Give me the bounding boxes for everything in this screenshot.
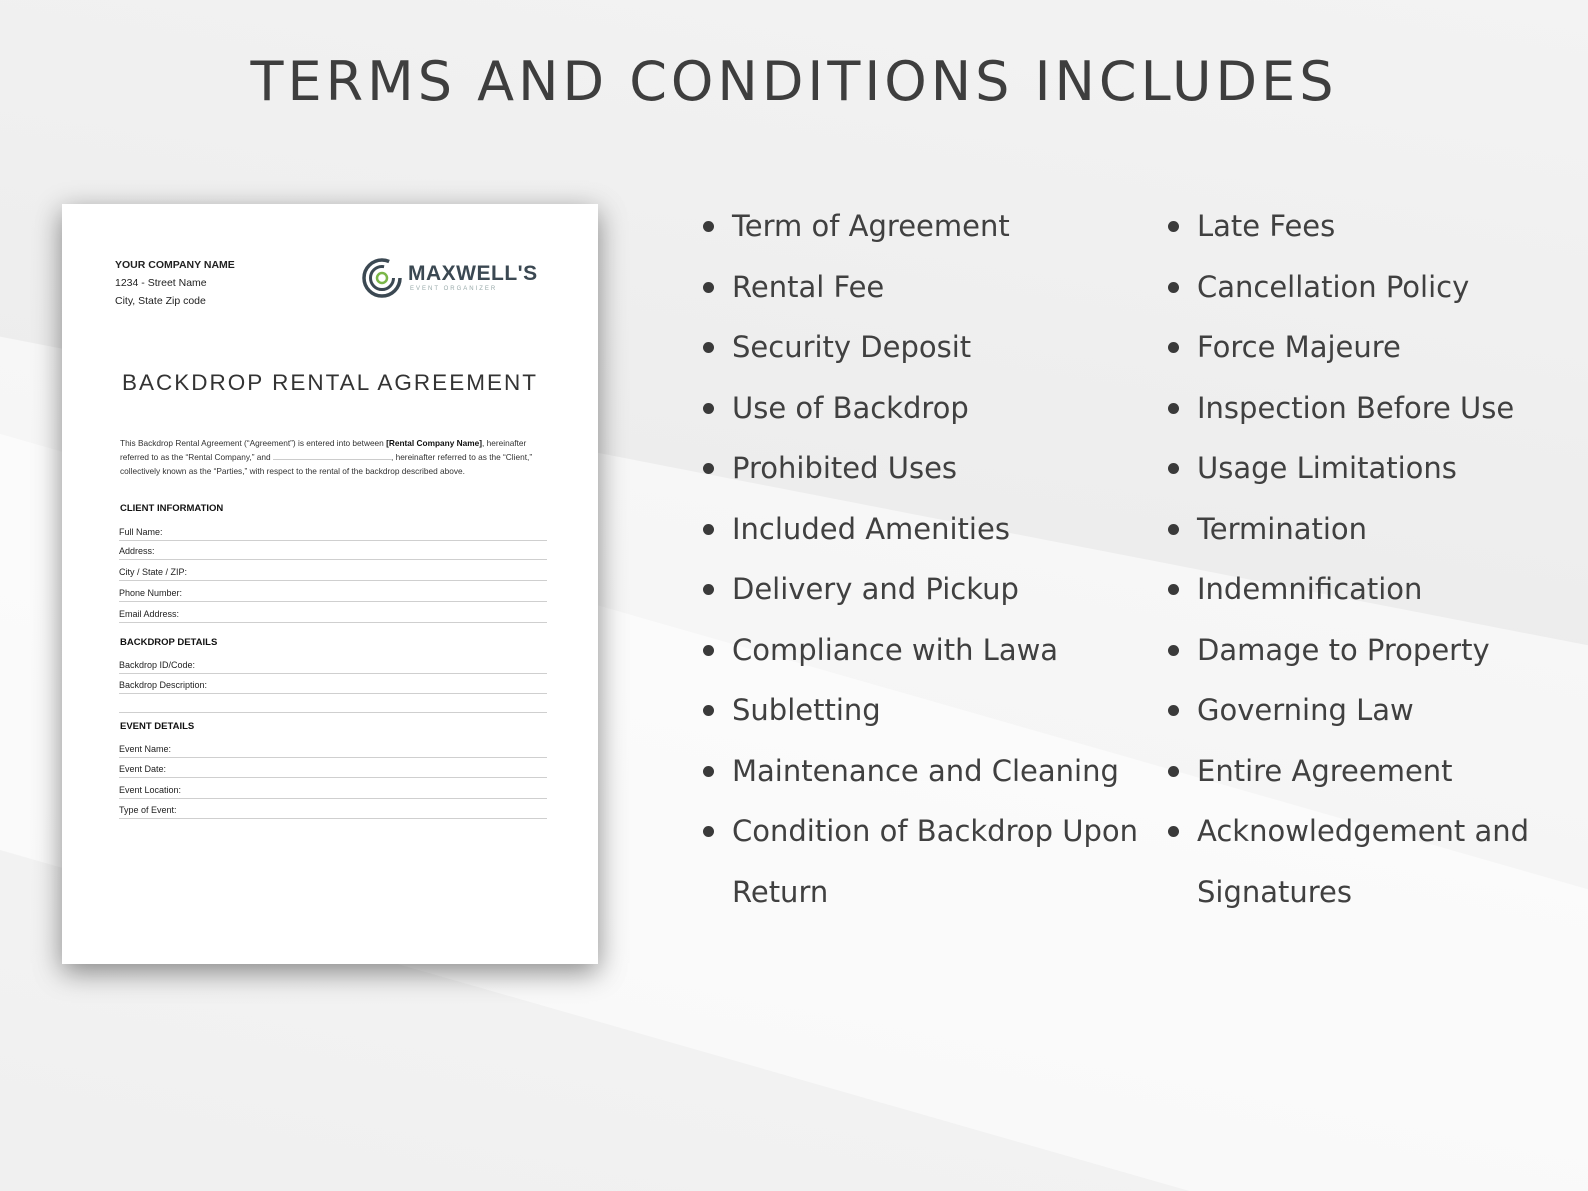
bullet-icon	[703, 463, 714, 474]
list-item-text: Cancellation Policy	[1197, 269, 1470, 304]
list-item	[1168, 680, 1578, 741]
bullet-icon	[1168, 403, 1179, 414]
bullet-icon	[1168, 584, 1179, 595]
bullet-icon	[703, 645, 714, 656]
company-address-block	[115, 256, 235, 310]
list-item-text: Damage to Property	[1197, 632, 1490, 667]
logo-icon	[362, 258, 402, 298]
field-label: Address:	[119, 546, 155, 556]
list-item-text: Indemnification	[1197, 572, 1423, 606]
list-item-text: Entire Agreement	[1197, 753, 1453, 788]
list-item-text: Compliance with Lawa	[732, 632, 1059, 667]
field-label: Backdrop Description:	[119, 680, 208, 690]
logo-brand: MAXWELL'S	[408, 262, 538, 285]
bullet-icon	[703, 221, 714, 232]
bullet-icon	[703, 766, 714, 777]
terms-list-right	[1168, 196, 1578, 922]
company-street: 1234 - Street Name	[115, 277, 207, 289]
field-email	[119, 603, 547, 623]
field-backdrop-description	[119, 674, 547, 694]
list-item	[703, 620, 1143, 681]
field-label: Email Address:	[119, 609, 180, 619]
list-item	[1168, 257, 1578, 318]
list-item-text: Prohibited Uses	[732, 451, 958, 485]
list-item-text: Maintenance and Cleaning	[732, 753, 1119, 788]
field-label: Type of Event:	[119, 805, 177, 815]
list-item-text: Term of Agreement	[732, 209, 1010, 243]
list-item	[1168, 801, 1578, 922]
list-item	[1168, 559, 1578, 620]
list-item-text: Inspection Before Use	[1197, 390, 1515, 425]
field-backdrop-id	[119, 654, 547, 674]
client-section-heading: CLIENT INFORMATION	[120, 503, 224, 514]
intro-text-1: This Backdrop Rental Agreement (“Agreement”) is entered into between	[120, 438, 387, 448]
bullet-icon	[1168, 766, 1179, 777]
client-name-blank	[273, 451, 391, 460]
field-label: City / State / ZIP:	[119, 567, 188, 577]
logo-tagline: EVENT ORGANIZER	[410, 286, 498, 292]
list-item	[703, 741, 1143, 802]
backdrop-section-heading: BACKDROP DETAILS	[120, 637, 218, 648]
company-name: YOUR COMPANY NAME	[115, 259, 235, 271]
page-title: TERMS AND CONDITIONS INCLUDES	[250, 50, 1338, 113]
list-item	[703, 499, 1143, 560]
bullet-icon	[1168, 705, 1179, 716]
document-preview	[62, 204, 598, 964]
bullet-icon	[703, 282, 714, 293]
bullet-icon	[703, 403, 714, 414]
list-item	[1168, 196, 1578, 257]
intro-text-2: , hereinafter referred to as the “Rental Company,” and	[120, 438, 527, 462]
field-city-state-zip	[119, 561, 547, 581]
list-item-text: Acknowledgement and Signatures	[1197, 814, 1530, 909]
list-item	[1168, 438, 1578, 499]
list-item-text: Subletting	[732, 693, 881, 727]
list-item	[703, 317, 1143, 378]
list-item	[703, 257, 1143, 318]
intro-company-placeholder: [Rental Company Name]	[386, 438, 483, 448]
list-item-text: Included Amenities	[732, 511, 1010, 546]
field-label: Phone Number:	[119, 588, 183, 598]
list-item-text: Security Deposit	[732, 330, 972, 364]
list-item	[703, 378, 1143, 439]
bullet-icon	[703, 826, 714, 837]
bullet-icon	[1168, 342, 1179, 353]
agreement-intro	[120, 436, 548, 478]
bullet-icon	[703, 584, 714, 595]
list-item	[703, 801, 1143, 922]
bullet-icon	[1168, 826, 1179, 837]
list-item-text: Late Fees	[1197, 209, 1336, 243]
list-item-text: Delivery and Pickup	[732, 572, 1019, 606]
field-label: Event Name:	[119, 744, 172, 754]
company-city: City, State Zip code	[115, 295, 206, 307]
list-item	[703, 680, 1143, 741]
field-event-type	[119, 799, 547, 819]
field-phone	[119, 582, 547, 602]
bullet-icon	[703, 524, 714, 535]
list-item-text: Condition of Backdrop Upon Return	[732, 814, 1138, 909]
field-event-name	[119, 738, 547, 758]
intro-text-3: , hereinafter referred to as the “Client,” collectively known as the “Parties,” with respect to the rental of the backdrop described above.	[120, 452, 533, 476]
terms-list-left	[703, 196, 1143, 922]
list-item-text: Rental Fee	[732, 269, 885, 304]
field-event-location	[119, 779, 547, 799]
list-item	[703, 559, 1143, 620]
list-item	[1168, 317, 1578, 378]
list-item	[703, 196, 1143, 257]
company-logo	[362, 258, 538, 302]
field-full-name	[119, 521, 547, 541]
bullet-icon	[1168, 282, 1179, 293]
field-event-date	[119, 758, 547, 778]
list-item-text: Usage Limitations	[1197, 451, 1457, 485]
field-label: Full Name:	[119, 527, 163, 537]
list-item	[1168, 499, 1578, 560]
list-item-text: Use of Backdrop	[732, 390, 969, 425]
bullet-icon	[1168, 645, 1179, 656]
bullet-icon	[1168, 463, 1179, 474]
list-item-text: Termination	[1197, 511, 1368, 546]
event-section-heading: EVENT DETAILS	[120, 721, 195, 732]
field-label: Event Date:	[119, 764, 167, 774]
list-item	[1168, 620, 1578, 681]
divider	[119, 712, 547, 713]
agreement-title: BACKDROP RENTAL AGREEMENT	[122, 370, 538, 395]
field-label: Event Location:	[119, 785, 182, 795]
bullet-icon	[1168, 221, 1179, 232]
list-item-text: Governing Law	[1197, 693, 1414, 727]
field-label: Backdrop ID/Code:	[119, 660, 196, 670]
list-item	[1168, 378, 1578, 439]
bullet-icon	[1168, 524, 1179, 535]
list-item	[703, 438, 1143, 499]
bullet-icon	[703, 342, 714, 353]
list-item	[1168, 741, 1578, 802]
field-address	[119, 540, 547, 560]
list-item-text: Force Majeure	[1197, 330, 1401, 364]
bullet-icon	[703, 705, 714, 716]
